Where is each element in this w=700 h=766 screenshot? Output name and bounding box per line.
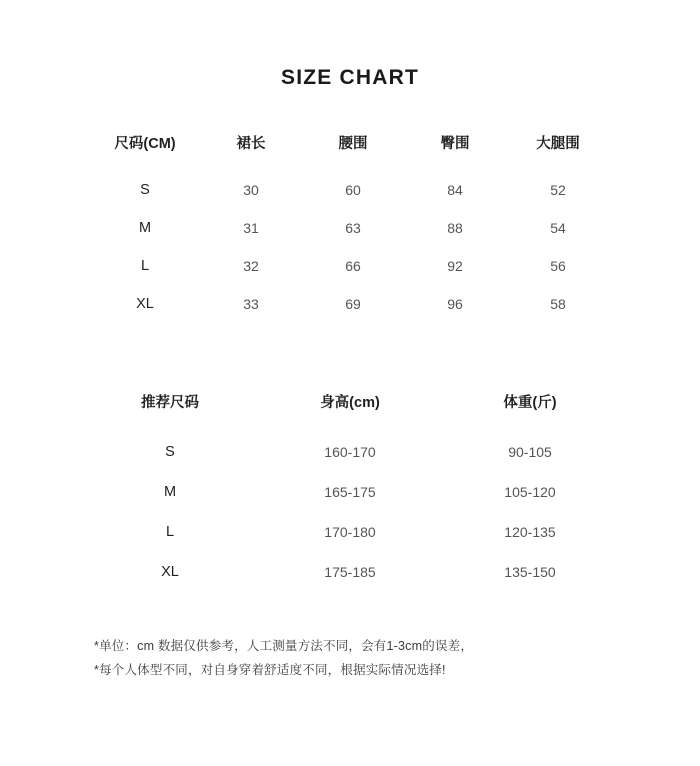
column-header-hip: 臀围 xyxy=(440,136,470,152)
measurement-table xyxy=(90,126,610,323)
cell-size: L xyxy=(165,524,175,540)
cell-size: M xyxy=(163,484,177,500)
column-header-recommended-size: 推荐尺码 xyxy=(141,395,199,411)
cell-size: S xyxy=(165,444,175,460)
cell-size: XL xyxy=(136,296,154,312)
cell-height: 160-170 xyxy=(324,444,376,460)
cell-weight: 120-135 xyxy=(504,524,556,540)
column-header-waist: 腰围 xyxy=(338,136,368,152)
cell-weight: 135-150 xyxy=(504,564,556,580)
page-title: SIZE CHART xyxy=(281,66,419,89)
note-line-1: *单位：cm 数据仅供参考，人工测量方法不同，会有1-3cm的误差， xyxy=(94,639,474,653)
cell-size: XL xyxy=(161,564,179,580)
cell-waist: 63 xyxy=(345,220,361,236)
column-header-skirt-length: 裙长 xyxy=(236,136,266,152)
cell-height: 175-185 xyxy=(324,564,376,580)
cell-weight: 105-120 xyxy=(504,484,556,500)
table-row xyxy=(90,247,610,285)
cell-waist: 66 xyxy=(345,258,361,274)
column-header-height: 身高(cm) xyxy=(320,395,380,411)
cell-waist: 60 xyxy=(345,182,361,198)
cell-size: M xyxy=(138,220,152,236)
cell-thigh: 52 xyxy=(550,182,566,198)
cell-skirt-length: 31 xyxy=(243,220,259,236)
recommendation-table xyxy=(90,385,610,592)
table-row xyxy=(90,209,610,247)
cell-height: 170-180 xyxy=(324,524,376,540)
notes-section xyxy=(90,634,610,682)
table-row xyxy=(90,512,610,552)
table-header-row xyxy=(90,385,610,432)
cell-skirt-length: 33 xyxy=(243,296,259,312)
size-chart-page xyxy=(0,66,700,766)
cell-waist: 69 xyxy=(345,296,361,312)
column-header-weight: 体重(斤) xyxy=(503,395,557,411)
cell-thigh: 58 xyxy=(550,296,566,312)
cell-size: L xyxy=(140,258,150,274)
cell-skirt-length: 30 xyxy=(243,182,259,198)
cell-hip: 88 xyxy=(447,220,463,236)
cell-size: S xyxy=(140,182,150,198)
cell-thigh: 56 xyxy=(550,258,566,274)
cell-height: 165-175 xyxy=(324,484,376,500)
table-row xyxy=(90,171,610,209)
cell-weight: 90-105 xyxy=(508,444,552,460)
table-header-row xyxy=(90,126,610,171)
note-line-2: *每个人体型不同，对自身穿着舒适度不同，根据实际情况选择! xyxy=(94,663,446,677)
cell-hip: 96 xyxy=(447,296,463,312)
cell-skirt-length: 32 xyxy=(243,258,259,274)
cell-thigh: 54 xyxy=(550,220,566,236)
column-header-thigh: 大腿围 xyxy=(536,136,580,152)
table-row xyxy=(90,432,610,472)
table-row xyxy=(90,552,610,592)
cell-hip: 92 xyxy=(447,258,463,274)
table-row xyxy=(90,285,610,323)
cell-hip: 84 xyxy=(447,182,463,198)
column-header-size: 尺码(CM) xyxy=(114,136,176,152)
table-row xyxy=(90,472,610,512)
